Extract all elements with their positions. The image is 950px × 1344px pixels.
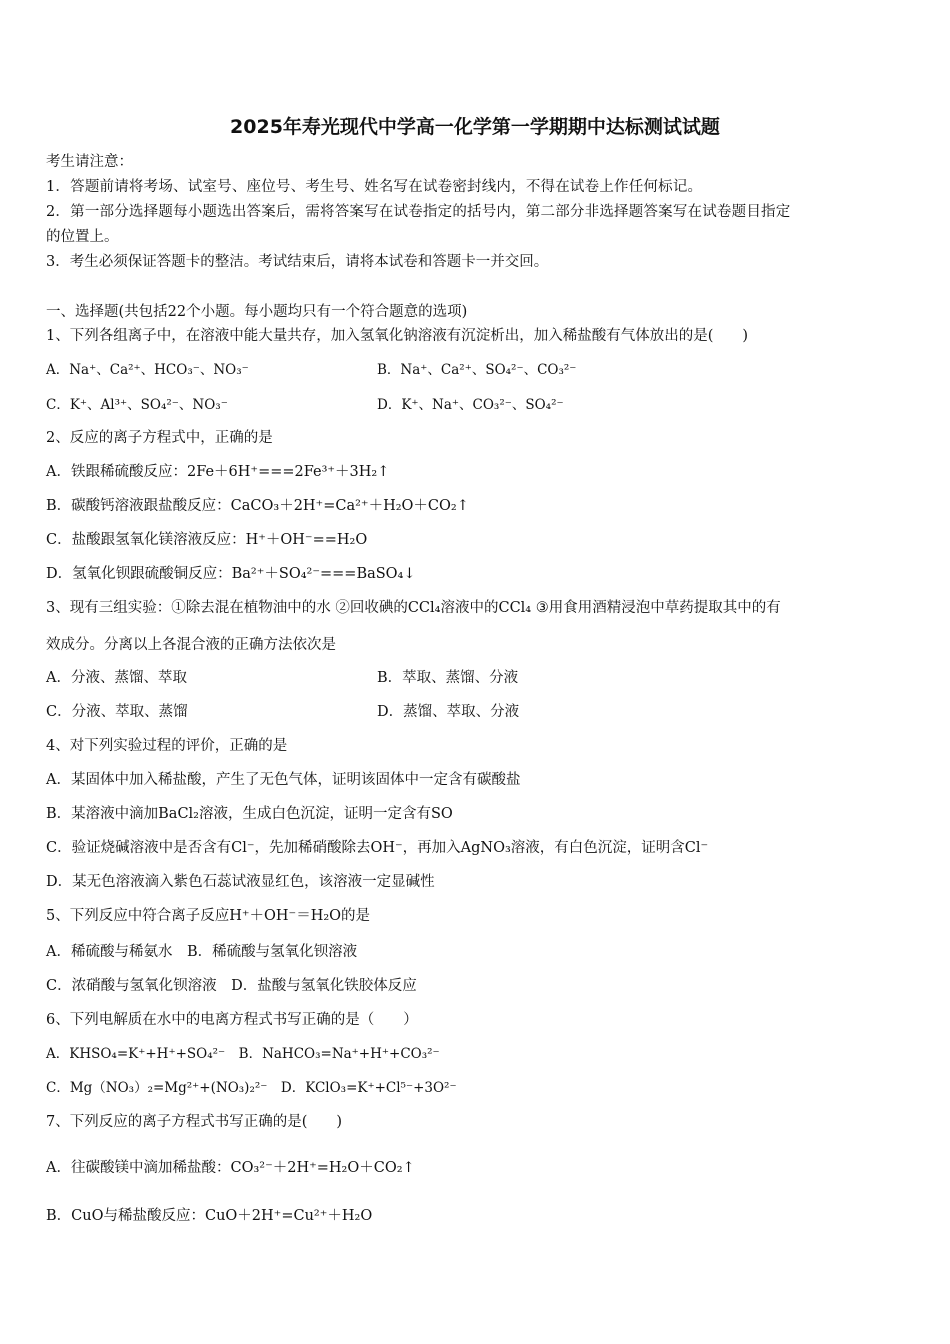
q4-option-d: D．某无色溶液滴入紫色石蕊试液显红色，该溶液一定显碱性	[46, 874, 435, 890]
notice-item-3: 3．考生必须保证答题卡的整洁。考试结束后，请将本试卷和答题卡一并交回。	[46, 254, 549, 270]
q4-option-a: A．某固体中加入稀盐酸，产生了无色气体，证明该固体中一定含有碳酸盐	[46, 772, 521, 788]
q1-option-c: C．K⁺、Al³⁺、SO₄²⁻、NO₃⁻	[46, 397, 228, 413]
q6-stem: 6、下列电解质在水中的电离方程式书写正确的是（ ）	[46, 1012, 418, 1028]
section-heading: 一、选择题(共包括22个小题。每小题均只有一个符合题意的选项)	[46, 304, 468, 320]
notice-item-1: 1．答题前请将考场、试室号、座位号、考生号、姓名写在试卷密封线内，不得在试卷上作任何标记。	[46, 179, 703, 195]
q1-option-d: D．K⁺、Na⁺、CO₃²⁻、SO₄²⁻	[377, 397, 564, 413]
q5-stem: 5、下列反应中符合离子反应H⁺＋OH⁻＝H₂O的是	[46, 908, 371, 924]
q2-option-c: C．盐酸跟氢氧化镁溶液反应：H⁺＋OH⁻==H₂O	[46, 532, 368, 548]
q6-options-ab: A．KHSO₄=K⁺+H⁺+SO₄²⁻ B．NaHCO₃=Na⁺+H⁺+CO₃²⁻	[46, 1046, 440, 1062]
q4-stem: 4、对下列实验过程的评价，正确的是	[46, 738, 288, 754]
q7-stem: 7、下列反应的离子方程式书写正确的是( )	[46, 1114, 343, 1130]
q3-option-b: B．萃取、蒸馏、分液	[377, 670, 519, 686]
q3-option-d: D．蒸馏、萃取、分液	[377, 704, 520, 720]
q2-option-a: A．铁跟稀硫酸反应：2Fe＋6H⁺===2Fe³⁺＋3H₂↑	[46, 464, 390, 480]
q4-option-c: C．验证烧碱溶液中是否含有Cl⁻，先加稀硝酸除去OH⁻，再加入AgNO₃溶液，有白色沉淀，证明含Cl⁻	[46, 840, 709, 856]
notice-item-2: 2．第一部分选择题每小题选出答案后，需将答案写在试卷指定的括号内，第二部分非选择题答案写在试卷题目指定	[46, 204, 791, 220]
q3-option-c: C．分液、萃取、蒸馏	[46, 704, 188, 720]
q2-option-d: D．氢氧化钡跟硫酸铜反应：Ba²⁺＋SO₄²⁻===BaSO₄↓	[46, 566, 416, 582]
q6-options-cd: C．Mg（NO₃）₂=Mg²⁺+(NO₃)₂²⁻ D．KClO₃=K⁺+Cl⁵⁻+3O²⁻	[46, 1080, 457, 1096]
q2-option-b: B．碳酸钙溶液跟盐酸反应：CaCO₃＋2H⁺=Ca²⁺＋H₂O＋CO₂↑	[46, 498, 469, 514]
q7-option-b: B．CuO与稀盐酸反应：CuO＋2H⁺=Cu²⁺＋H₂O	[46, 1208, 373, 1224]
q7-option-a: A．往碳酸镁中滴加稀盐酸：CO₃²⁻＋2H⁺=H₂O＋CO₂↑	[46, 1160, 415, 1176]
q1-stem: 1、下列各组离子中，在溶液中能大量共存，加入氢氧化钠溶液有沉淀析出，加入稀盐酸有气体放出的是( )	[46, 328, 749, 344]
q1-option-b: B．Na⁺、Ca²⁺、SO₄²⁻、CO₃²⁻	[377, 362, 577, 378]
notice-item-2-cont: 的位置上。	[46, 229, 119, 245]
q3-stem-line2: 效成分。分离以上各混合液的正确方法依次是	[46, 637, 336, 653]
page-title: 2025年寿光现代中学高一化学第一学期期中达标测试试题	[230, 116, 720, 138]
q5-options-ab: A．稀硫酸与稀氨水 B．稀硫酸与氢氧化钡溶液	[46, 944, 358, 960]
q2-stem: 2、反应的离子方程式中，正确的是	[46, 430, 273, 446]
q3-stem-line1: 3、现有三组实验：①除去混在植物油中的水 ②回收碘的CCl₄溶液中的CCl₄ ③用食用酒精浸泡中草药提取其中的有	[46, 600, 781, 616]
q1-option-a: A．Na⁺、Ca²⁺、HCO₃⁻、NO₃⁻	[46, 362, 249, 378]
q5-options-cd: C．浓硝酸与氢氧化钡溶液 D．盐酸与氢氧化铁胶体反应	[46, 978, 417, 994]
notice-heading: 考生请注意：	[46, 154, 133, 170]
q3-option-a: A．分液、蒸馏、萃取	[46, 670, 187, 686]
q4-option-b: B．某溶液中滴加BaCl₂溶液，生成白色沉淀，证明一定含有SO	[46, 806, 453, 822]
